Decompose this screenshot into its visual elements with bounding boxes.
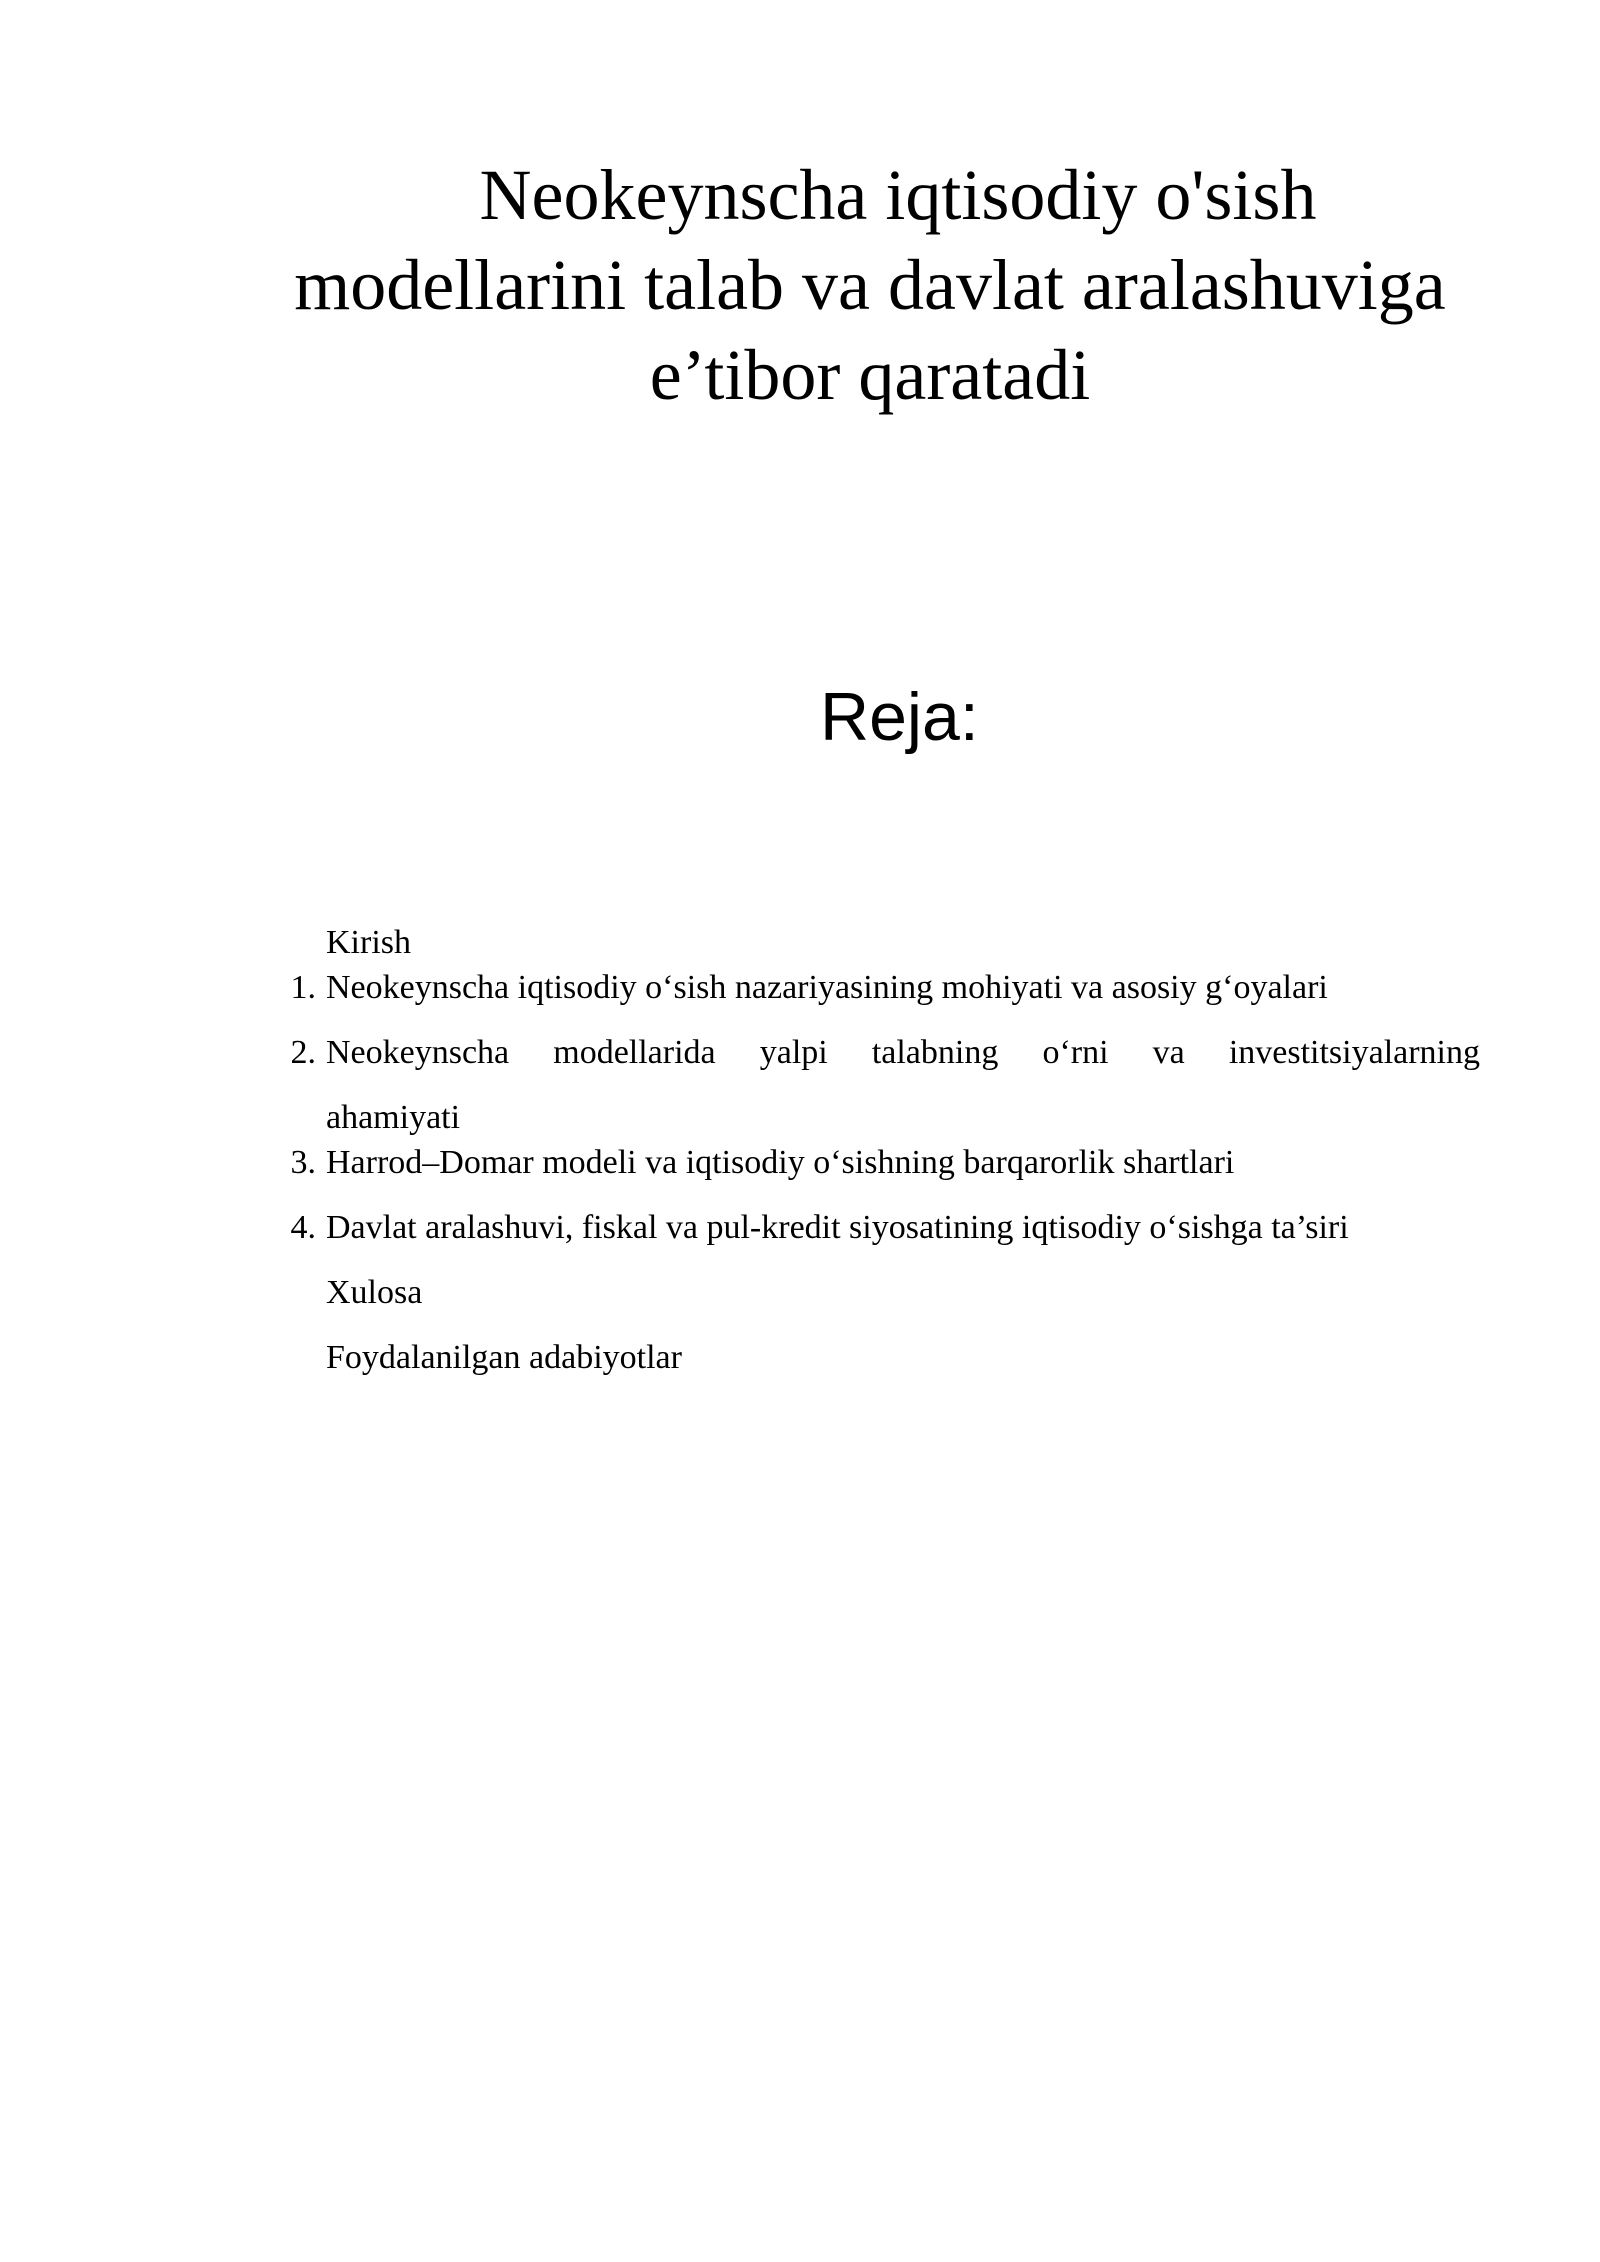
- plan-item-number: 3.: [290, 1144, 316, 1181]
- plan-item-word: o‘rni: [1042, 1034, 1109, 1071]
- plan-item-word: investitsiyalarning: [1228, 1034, 1480, 1071]
- plan-item-word: talabning: [871, 1034, 999, 1071]
- plan-references: Foydalanilgan adabiyotlar: [326, 1339, 682, 1376]
- plan-conclusion: Xulosa: [326, 1274, 423, 1311]
- plan-heading: Reja:: [820, 679, 979, 755]
- plan-item-1: [270, 965, 1480, 1010]
- plan-item-text: [326, 1030, 1480, 1075]
- plan-item-text: Davlat aralashuvi, fiskal va pul-kredit siyosatining iqtisodiy o‘sishga ta’siri: [326, 1209, 1349, 1246]
- plan-item-word: Neokeynscha: [326, 1034, 510, 1071]
- plan-item-2: [270, 1030, 1480, 1075]
- plan-item-number: 4.: [290, 1209, 316, 1246]
- document-title: [240, 150, 1500, 420]
- plan-item-2-continuation: ahamiyati: [326, 1099, 461, 1136]
- plan-item-4: [270, 1205, 1480, 1250]
- title-line-3: e’tibor qaratadi: [649, 335, 1091, 415]
- plan-item-word: modellarida: [553, 1034, 716, 1071]
- title-line-1: Neokeynscha iqtisodiy o'sish: [479, 155, 1317, 235]
- plan-intro: Kirish: [326, 924, 411, 961]
- plan-item-word: yalpi: [759, 1034, 828, 1071]
- plan-item-number: 2.: [290, 1034, 316, 1071]
- plan-item-number: 1.: [290, 969, 316, 1006]
- plan-item-text: Neokeynscha iqtisodiy o‘sish nazariyasining mohiyati va asosiy g‘oyalari: [326, 969, 1328, 1006]
- plan-item-3: [270, 1140, 1480, 1185]
- title-line-2: modellarini talab va davlat aralashuviga: [294, 245, 1446, 325]
- plan-item-word: va: [1152, 1034, 1185, 1071]
- plan-list: [270, 920, 1480, 1380]
- plan-item-text: Harrod–Domar modeli va iqtisodiy o‘sishning barqarorlik shartlari: [326, 1144, 1235, 1181]
